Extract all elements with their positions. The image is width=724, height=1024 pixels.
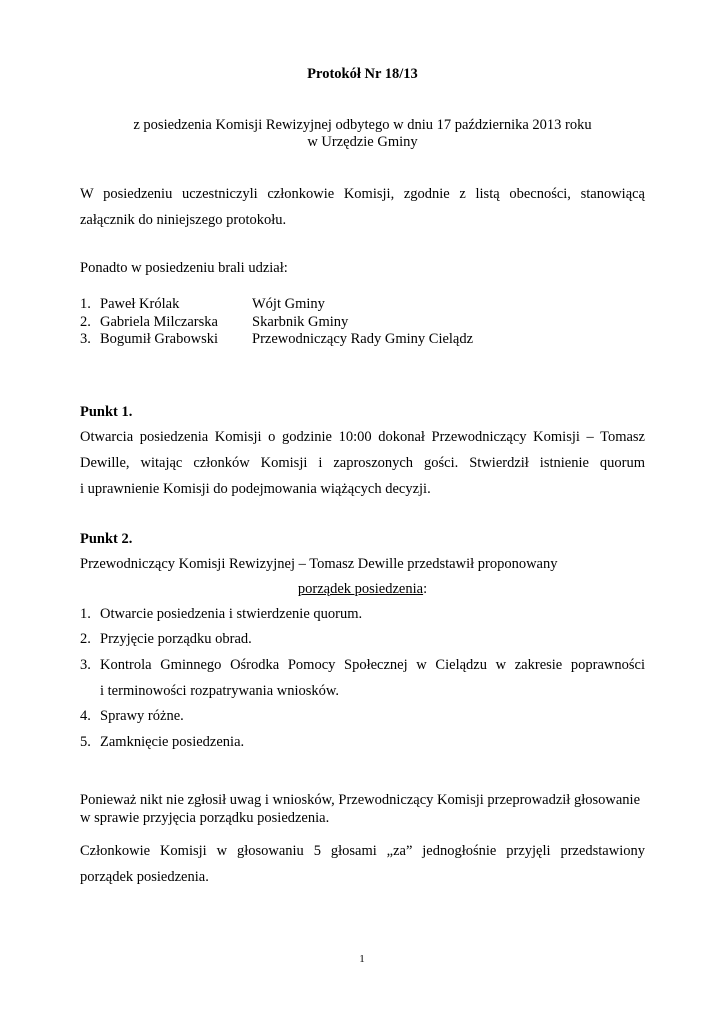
intro-line-1: W posiedzeniu uczestniczyli członkowie Komisji, zgodnie z listą obecności, stanowiącą (80, 186, 645, 202)
agenda-item-number: 3. (80, 657, 91, 673)
intro-paragraph (80, 181, 645, 233)
participant-role: Przewodniczący Rady Gminy Cielądz (252, 331, 474, 347)
document-title: Protokół Nr 18/13 (307, 66, 418, 82)
participants-heading: Ponadto w posiedzeniu brali udział: (80, 260, 288, 276)
agenda-label (80, 581, 645, 598)
agenda-item-number: 5. (80, 734, 91, 750)
vote-result-paragraph (80, 838, 645, 890)
punkt-1-line-3: i uprawnienie Komisji do podejmowania wiążących decyzji. (80, 481, 431, 497)
agenda-label-text: porządek posiedzenia (297, 581, 424, 597)
agenda-item-text: Kontrola Gminnego Ośrodka Pomocy Społecznej w Cielądzu w zakresie poprawności (100, 657, 645, 673)
agenda-item-text: Przyjęcie porządku obrad. (100, 631, 252, 647)
page-number: 1 (359, 953, 365, 965)
participant-name: Bogumił Grabowski (100, 331, 219, 347)
agenda-label-colon: : (423, 581, 428, 597)
punkt-2-heading: Punkt 2. (80, 531, 133, 547)
punkt-1-heading: Punkt 1. (80, 404, 133, 420)
punkt-2-intro: Przewodniczący Komisji Rewizyjnej – Tomasz Dewille przedstawił proponowany (80, 556, 558, 572)
subtitle-line-2: w Urzędzie Gminy (307, 134, 418, 150)
vote-intro-line-1: Ponieważ nikt nie zgłosił uwag i wniosków, Przewodniczący Komisji przeprowadził głosowanie (80, 792, 640, 808)
agenda-item-text: Otwarcie posiedzenia i stwierdzenie quorum. (100, 606, 363, 622)
vote-result-line-1: Członkowie Komisji w głosowaniu 5 głosami „za” jednogłośnie przyjęli przedstawiony (80, 843, 645, 859)
participant-number: 3. (80, 331, 91, 347)
agenda-item-text: Zamknięcie posiedzenia. (100, 734, 245, 750)
participant-number: 1. (80, 296, 91, 312)
document-subtitle (80, 117, 645, 151)
agenda-item-text: Sprawy różne. (100, 708, 184, 724)
agenda-item-number: 2. (80, 631, 91, 647)
participant-role: Wójt Gminy (252, 296, 325, 312)
vote-result-line-2: porządek posiedzenia. (80, 869, 209, 885)
participant-name: Gabriela Milczarska (100, 314, 218, 330)
subtitle-line-1: z posiedzenia Komisji Rewizyjnej odbytego w dniu 17 października 2013 roku (133, 117, 592, 133)
vote-intro-paragraph (80, 791, 645, 827)
participant-role: Skarbnik Gminy (252, 314, 349, 330)
vote-intro-line-2: w sprawie przyjęcia porządku posiedzenia. (80, 810, 330, 826)
punkt-1-paragraph (80, 424, 645, 502)
punkt-1-line-1: Otwarcia posiedzenia Komisji o godzinie 10:00 dokonał Przewodniczący Komisji – Tomasz (80, 429, 645, 445)
agenda-item-text-continued: i terminowości rozpatrywania wniosków. (100, 683, 340, 699)
agenda-item-number: 1. (80, 606, 91, 622)
punkt-1-line-2: Dewille, witając członków Komisji i zaproszonych gości. Stwierdził istnienie quorum (80, 455, 645, 471)
agenda-item-number: 4. (80, 708, 91, 724)
intro-line-2: załącznik do niniejszego protokołu. (80, 212, 287, 228)
participant-name: Paweł Królak (100, 296, 180, 312)
participant-number: 2. (80, 314, 91, 330)
